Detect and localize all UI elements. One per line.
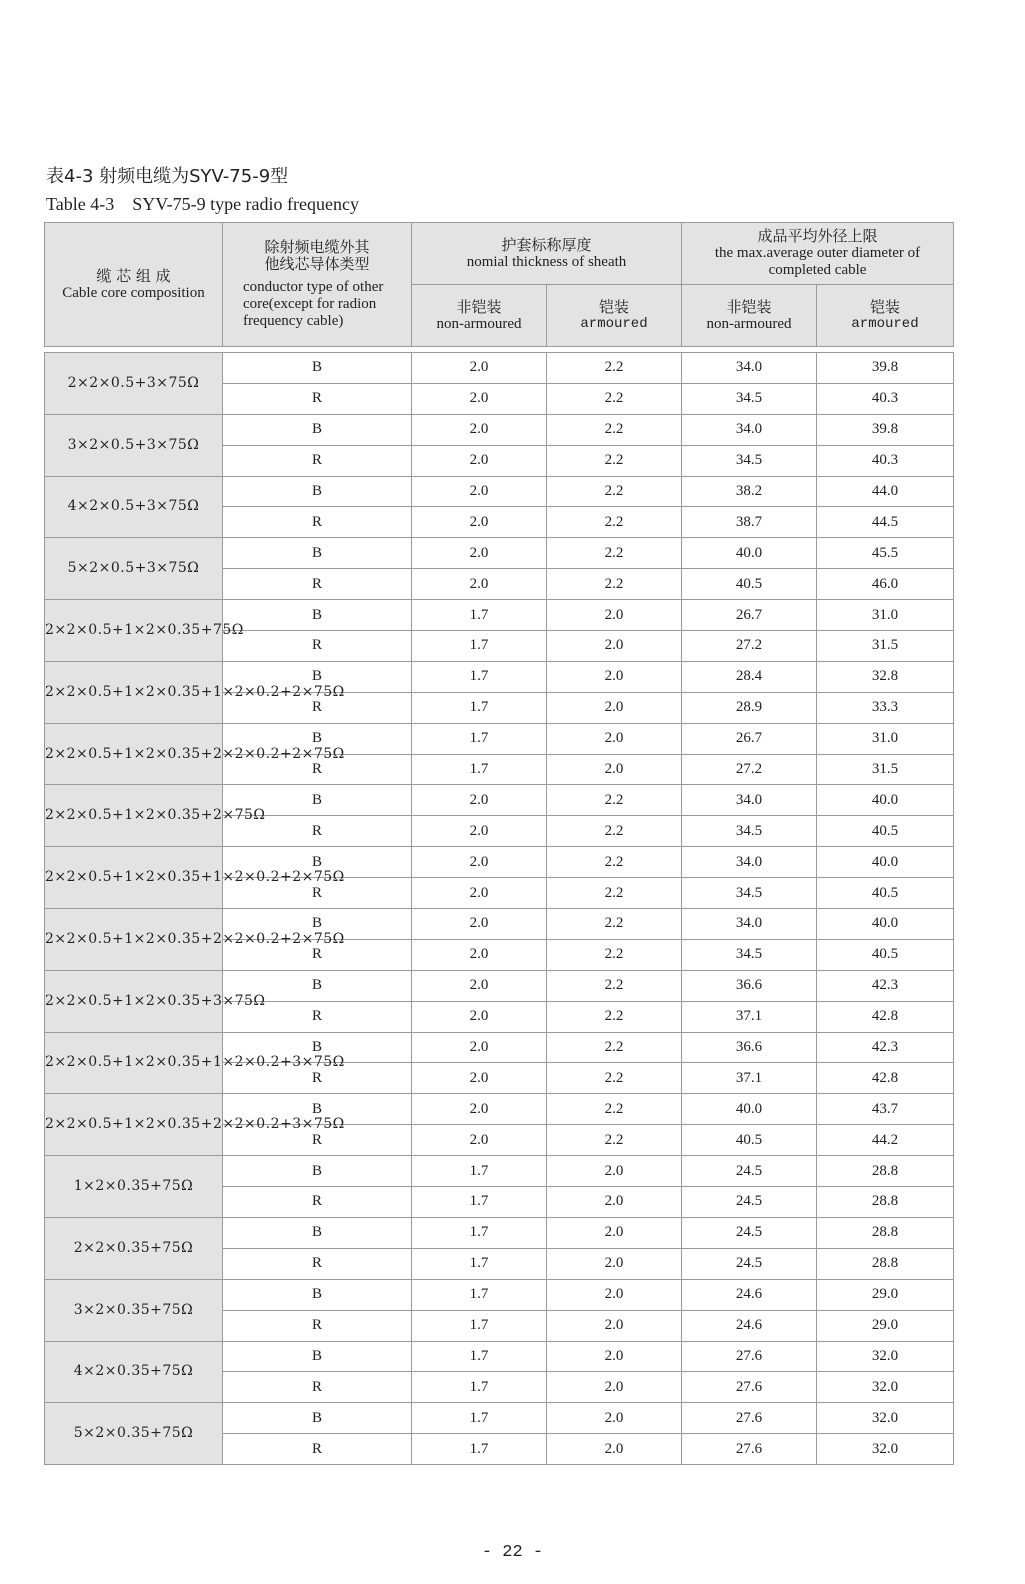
diameter-armoured-cell: 40.0	[817, 847, 954, 878]
diameter-armoured-cell: 40.5	[817, 939, 954, 970]
table-row	[45, 1403, 954, 1434]
diameter-armoured-cell: 42.3	[817, 970, 954, 1001]
diameter-non-armoured-cell: 40.5	[682, 1125, 817, 1156]
diameter-armoured-cell: 42.8	[817, 1063, 954, 1094]
conductor-type-cell: R	[223, 1434, 412, 1465]
diameter-non-armoured-cell: 26.7	[682, 723, 817, 754]
sheath-non-armoured-cell: 2.0	[412, 414, 547, 445]
sheath-armoured-cell: 2.2	[547, 445, 682, 476]
header-sheath-thickness: 护套标称厚度 nomial thickness of sheath	[412, 223, 682, 285]
diameter-non-armoured-cell: 36.6	[682, 1032, 817, 1063]
sheath-non-armoured-cell: 2.0	[412, 383, 547, 414]
table-row	[45, 1094, 954, 1125]
core-composition-cell: 1×2×0.35+75Ω	[45, 1156, 223, 1218]
table-row	[45, 600, 954, 631]
conductor-type-cell: B	[223, 1032, 412, 1063]
conductor-type-cell: B	[223, 1403, 412, 1434]
conductor-type-cell: B	[223, 414, 412, 445]
sheath-non-armoured-cell: 2.0	[412, 939, 547, 970]
diameter-non-armoured-cell: 24.5	[682, 1187, 817, 1218]
sheath-armoured-cell: 2.2	[547, 785, 682, 816]
conductor-type-cell: B	[223, 1094, 412, 1125]
table-caption: SYV-75-9 type radio frequency	[132, 194, 359, 214]
table-row	[45, 538, 954, 569]
conductor-type-cell: B	[223, 970, 412, 1001]
sheath-armoured-cell: 2.2	[547, 569, 682, 600]
conductor-type-cell: R	[223, 878, 412, 909]
sheath-non-armoured-cell: 1.7	[412, 1279, 547, 1310]
diameter-armoured-cell: 42.8	[817, 1001, 954, 1032]
sheath-armoured-cell: 2.0	[547, 1279, 682, 1310]
core-composition-cell: 3×2×0.5+3×75Ω	[45, 414, 223, 476]
conductor-type-cell: R	[223, 816, 412, 847]
sheath-armoured-cell: 2.2	[547, 970, 682, 1001]
sheath-non-armoured-cell: 2.0	[412, 476, 547, 507]
diameter-armoured-cell: 44.0	[817, 476, 954, 507]
sheath-non-armoured-cell: 1.7	[412, 1372, 547, 1403]
table-row	[45, 909, 954, 940]
conductor-type-cell: R	[223, 1187, 412, 1218]
core-composition-cell: 2×2×0.5+3×75Ω	[45, 353, 223, 415]
header-outer-diameter: 成品平均外径上限 the max.average outer diameter of completed cable	[682, 223, 954, 285]
sheath-non-armoured-cell: 1.7	[412, 754, 547, 785]
diameter-non-armoured-cell: 38.2	[682, 476, 817, 507]
table-row	[45, 723, 954, 754]
sheath-non-armoured-cell: 2.0	[412, 507, 547, 538]
page-number: - 22 -	[481, 1543, 544, 1562]
sheath-armoured-cell: 2.0	[547, 754, 682, 785]
diameter-non-armoured-cell: 28.4	[682, 661, 817, 692]
table-row	[45, 1217, 954, 1248]
diameter-armoured-cell: 40.3	[817, 383, 954, 414]
conductor-type-cell: R	[223, 1310, 412, 1341]
diameter-armoured-cell: 45.5	[817, 538, 954, 569]
diameter-armoured-cell: 31.5	[817, 754, 954, 785]
sheath-armoured-cell: 2.0	[547, 1403, 682, 1434]
table-row	[45, 1341, 954, 1372]
diameter-non-armoured-cell: 40.5	[682, 569, 817, 600]
sheath-armoured-cell: 2.0	[547, 1372, 682, 1403]
sheath-non-armoured-cell: 1.7	[412, 1187, 547, 1218]
diameter-armoured-cell: 33.3	[817, 692, 954, 723]
conductor-type-cell: B	[223, 909, 412, 940]
sheath-armoured-cell: 2.2	[547, 383, 682, 414]
table-row	[45, 414, 954, 445]
table-title-english	[46, 194, 359, 215]
sheath-non-armoured-cell: 2.0	[412, 1063, 547, 1094]
sheath-armoured-cell: 2.2	[547, 878, 682, 909]
diameter-armoured-cell: 29.0	[817, 1310, 954, 1341]
diameter-armoured-cell: 32.8	[817, 661, 954, 692]
sheath-non-armoured-cell: 2.0	[412, 1125, 547, 1156]
conductor-type-cell: R	[223, 939, 412, 970]
header-diameter-armoured: 铠装 armoured	[817, 285, 954, 347]
sheath-armoured-cell: 2.0	[547, 1310, 682, 1341]
sheath-non-armoured-cell: 2.0	[412, 909, 547, 940]
sheath-non-armoured-cell: 1.7	[412, 1403, 547, 1434]
conductor-type-cell: B	[223, 1341, 412, 1372]
conductor-type-cell: R	[223, 631, 412, 662]
diameter-armoured-cell: 32.0	[817, 1372, 954, 1403]
diameter-armoured-cell: 31.0	[817, 723, 954, 754]
sheath-non-armoured-cell: 2.0	[412, 785, 547, 816]
diameter-armoured-cell: 40.5	[817, 816, 954, 847]
conductor-type-cell: R	[223, 1063, 412, 1094]
sheath-armoured-cell: 2.0	[547, 1187, 682, 1218]
sheath-armoured-cell: 2.0	[547, 631, 682, 662]
diameter-non-armoured-cell: 27.2	[682, 754, 817, 785]
diameter-armoured-cell: 39.8	[817, 414, 954, 445]
table-row	[45, 847, 954, 878]
sheath-armoured-cell: 2.2	[547, 816, 682, 847]
conductor-type-cell: R	[223, 569, 412, 600]
diameter-non-armoured-cell: 34.5	[682, 878, 817, 909]
sheath-armoured-cell: 2.0	[547, 723, 682, 754]
sheath-non-armoured-cell: 1.7	[412, 600, 547, 631]
conductor-type-cell: R	[223, 383, 412, 414]
diameter-non-armoured-cell: 34.0	[682, 909, 817, 940]
core-composition-cell: 2×2×0.5+1×2×0.35+2×75Ω	[45, 785, 223, 847]
diameter-armoured-cell: 40.5	[817, 878, 954, 909]
sheath-armoured-cell: 2.2	[547, 1032, 682, 1063]
conductor-type-cell: B	[223, 847, 412, 878]
diameter-non-armoured-cell: 27.6	[682, 1434, 817, 1465]
core-composition-cell: 2×2×0.5+1×2×0.35+1×2×0.2+2×75Ω	[45, 661, 223, 723]
diameter-armoured-cell: 32.0	[817, 1403, 954, 1434]
table-row	[45, 661, 954, 692]
sheath-armoured-cell: 2.2	[547, 1094, 682, 1125]
sheath-armoured-cell: 2.2	[547, 507, 682, 538]
table-row	[45, 970, 954, 1001]
conductor-type-cell: R	[223, 1372, 412, 1403]
sheath-non-armoured-cell: 2.0	[412, 1094, 547, 1125]
conductor-type-cell: B	[223, 353, 412, 384]
conductor-type-cell: B	[223, 785, 412, 816]
core-composition-cell: 2×2×0.35+75Ω	[45, 1217, 223, 1279]
core-composition-cell: 2×2×0.5+1×2×0.35+2×2×0.2+2×75Ω	[45, 909, 223, 971]
diameter-non-armoured-cell: 34.0	[682, 847, 817, 878]
table-header	[44, 222, 954, 347]
sheath-armoured-cell: 2.2	[547, 1063, 682, 1094]
sheath-armoured-cell: 2.2	[547, 1001, 682, 1032]
diameter-non-armoured-cell: 34.0	[682, 785, 817, 816]
data-table	[44, 352, 954, 1465]
sheath-armoured-cell: 2.2	[547, 909, 682, 940]
header-diameter-non-armoured: 非铠装 non-armoured	[682, 285, 817, 347]
table-row	[45, 353, 954, 384]
diameter-armoured-cell: 32.0	[817, 1341, 954, 1372]
conductor-type-cell: R	[223, 754, 412, 785]
sheath-armoured-cell: 2.2	[547, 939, 682, 970]
sheath-armoured-cell: 2.0	[547, 692, 682, 723]
sheath-armoured-cell: 2.0	[547, 600, 682, 631]
diameter-armoured-cell: 40.0	[817, 785, 954, 816]
diameter-armoured-cell: 29.0	[817, 1279, 954, 1310]
diameter-non-armoured-cell: 36.6	[682, 970, 817, 1001]
sheath-non-armoured-cell: 1.7	[412, 692, 547, 723]
sheath-non-armoured-cell: 2.0	[412, 1032, 547, 1063]
core-composition-cell: 5×2×0.5+3×75Ω	[45, 538, 223, 600]
diameter-armoured-cell: 31.5	[817, 631, 954, 662]
diameter-non-armoured-cell: 24.6	[682, 1279, 817, 1310]
diameter-armoured-cell: 43.7	[817, 1094, 954, 1125]
core-composition-cell: 2×2×0.5+1×2×0.35+2×2×0.2+2×75Ω	[45, 723, 223, 785]
sheath-non-armoured-cell: 1.7	[412, 1434, 547, 1465]
sheath-non-armoured-cell: 1.7	[412, 1248, 547, 1279]
sheath-non-armoured-cell: 1.7	[412, 631, 547, 662]
diameter-non-armoured-cell: 24.6	[682, 1310, 817, 1341]
sheath-armoured-cell: 2.2	[547, 1125, 682, 1156]
sheath-non-armoured-cell: 1.7	[412, 1310, 547, 1341]
diameter-non-armoured-cell: 38.7	[682, 507, 817, 538]
diameter-non-armoured-cell: 27.6	[682, 1403, 817, 1434]
table-row	[45, 1279, 954, 1310]
sheath-non-armoured-cell: 1.7	[412, 1217, 547, 1248]
conductor-type-cell: B	[223, 1279, 412, 1310]
diameter-non-armoured-cell: 28.9	[682, 692, 817, 723]
diameter-non-armoured-cell: 34.0	[682, 353, 817, 384]
conductor-type-cell: B	[223, 661, 412, 692]
sheath-armoured-cell: 2.2	[547, 476, 682, 507]
sheath-armoured-cell: 2.0	[547, 1156, 682, 1187]
sheath-non-armoured-cell: 1.7	[412, 1156, 547, 1187]
diameter-non-armoured-cell: 27.6	[682, 1341, 817, 1372]
diameter-non-armoured-cell: 34.5	[682, 383, 817, 414]
table-row	[45, 1156, 954, 1187]
header-sheath-armoured: 铠装 armoured	[547, 285, 682, 347]
core-composition-cell: 2×2×0.5+1×2×0.35+3×75Ω	[45, 970, 223, 1032]
diameter-armoured-cell: 44.5	[817, 507, 954, 538]
sheath-non-armoured-cell: 2.0	[412, 970, 547, 1001]
conductor-type-cell: B	[223, 600, 412, 631]
core-composition-cell: 2×2×0.5+1×2×0.35+2×2×0.2+3×75Ω	[45, 1094, 223, 1156]
diameter-non-armoured-cell: 37.1	[682, 1001, 817, 1032]
diameter-armoured-cell: 46.0	[817, 569, 954, 600]
conductor-type-cell: R	[223, 507, 412, 538]
conductor-type-cell: B	[223, 723, 412, 754]
diameter-non-armoured-cell: 34.5	[682, 445, 817, 476]
diameter-non-armoured-cell: 40.0	[682, 1094, 817, 1125]
diameter-armoured-cell: 28.8	[817, 1156, 954, 1187]
table-row	[45, 1032, 954, 1063]
sheath-non-armoured-cell: 1.7	[412, 1341, 547, 1372]
table-title-chinese: 表4-3 射频电缆为SYV-75-9型	[46, 166, 289, 187]
sheath-non-armoured-cell: 1.7	[412, 723, 547, 754]
diameter-armoured-cell: 31.0	[817, 600, 954, 631]
sheath-armoured-cell: 2.2	[547, 538, 682, 569]
core-composition-cell: 2×2×0.5+1×2×0.35+1×2×0.2+3×75Ω	[45, 1032, 223, 1094]
sheath-non-armoured-cell: 2.0	[412, 353, 547, 384]
header-sheath-non-armoured: 非铠装 non-armoured	[412, 285, 547, 347]
diameter-armoured-cell: 40.0	[817, 909, 954, 940]
conductor-type-cell: B	[223, 1156, 412, 1187]
conductor-type-cell: R	[223, 445, 412, 476]
conductor-type-cell: B	[223, 476, 412, 507]
conductor-type-cell: R	[223, 1248, 412, 1279]
diameter-armoured-cell: 28.8	[817, 1217, 954, 1248]
sheath-armoured-cell: 2.2	[547, 847, 682, 878]
core-composition-cell: 2×2×0.5+1×2×0.35+75Ω	[45, 600, 223, 662]
diameter-armoured-cell: 44.2	[817, 1125, 954, 1156]
diameter-armoured-cell: 42.3	[817, 1032, 954, 1063]
sheath-non-armoured-cell: 1.7	[412, 661, 547, 692]
core-composition-cell: 2×2×0.5+1×2×0.35+1×2×0.2+2×75Ω	[45, 847, 223, 909]
sheath-armoured-cell: 2.0	[547, 661, 682, 692]
conductor-type-cell: B	[223, 1217, 412, 1248]
sheath-non-armoured-cell: 2.0	[412, 878, 547, 909]
diameter-non-armoured-cell: 27.6	[682, 1372, 817, 1403]
diameter-non-armoured-cell: 27.2	[682, 631, 817, 662]
header-core-composition: 缆 芯 组 成 Cable core composition	[45, 223, 223, 347]
diameter-non-armoured-cell: 34.0	[682, 414, 817, 445]
sheath-armoured-cell: 2.0	[547, 1341, 682, 1372]
sheath-non-armoured-cell: 2.0	[412, 816, 547, 847]
diameter-armoured-cell: 32.0	[817, 1434, 954, 1465]
core-composition-cell: 4×2×0.5+3×75Ω	[45, 476, 223, 538]
core-composition-cell: 3×2×0.35+75Ω	[45, 1279, 223, 1341]
sheath-armoured-cell: 2.2	[547, 353, 682, 384]
conductor-type-cell: R	[223, 1001, 412, 1032]
core-composition-cell: 4×2×0.35+75Ω	[45, 1341, 223, 1403]
diameter-non-armoured-cell: 26.7	[682, 600, 817, 631]
conductor-type-cell: B	[223, 538, 412, 569]
sheath-non-armoured-cell: 2.0	[412, 569, 547, 600]
diameter-non-armoured-cell: 24.5	[682, 1217, 817, 1248]
sheath-non-armoured-cell: 2.0	[412, 538, 547, 569]
sheath-armoured-cell: 2.0	[547, 1434, 682, 1465]
diameter-non-armoured-cell: 24.5	[682, 1248, 817, 1279]
sheath-armoured-cell: 2.0	[547, 1248, 682, 1279]
conductor-type-cell: R	[223, 692, 412, 723]
sheath-non-armoured-cell: 2.0	[412, 445, 547, 476]
diameter-armoured-cell: 28.8	[817, 1187, 954, 1218]
diameter-non-armoured-cell: 34.5	[682, 816, 817, 847]
conductor-type-cell: R	[223, 1125, 412, 1156]
diameter-armoured-cell: 28.8	[817, 1248, 954, 1279]
table-row	[45, 785, 954, 816]
sheath-non-armoured-cell: 2.0	[412, 1001, 547, 1032]
core-composition-cell: 5×2×0.35+75Ω	[45, 1403, 223, 1465]
table-row	[45, 476, 954, 507]
diameter-non-armoured-cell: 37.1	[682, 1063, 817, 1094]
table-number: Table 4-3	[46, 194, 115, 214]
diameter-non-armoured-cell: 40.0	[682, 538, 817, 569]
sheath-armoured-cell: 2.0	[547, 1217, 682, 1248]
diameter-non-armoured-cell: 34.5	[682, 939, 817, 970]
diameter-non-armoured-cell: 24.5	[682, 1156, 817, 1187]
diameter-armoured-cell: 39.8	[817, 353, 954, 384]
header-conductor-type: 除射频电缆外其 他线芯导体类型 conductor type of other core(except for radion frequency cable)	[223, 223, 412, 347]
sheath-armoured-cell: 2.2	[547, 414, 682, 445]
sheath-non-armoured-cell: 2.0	[412, 847, 547, 878]
diameter-armoured-cell: 40.3	[817, 445, 954, 476]
